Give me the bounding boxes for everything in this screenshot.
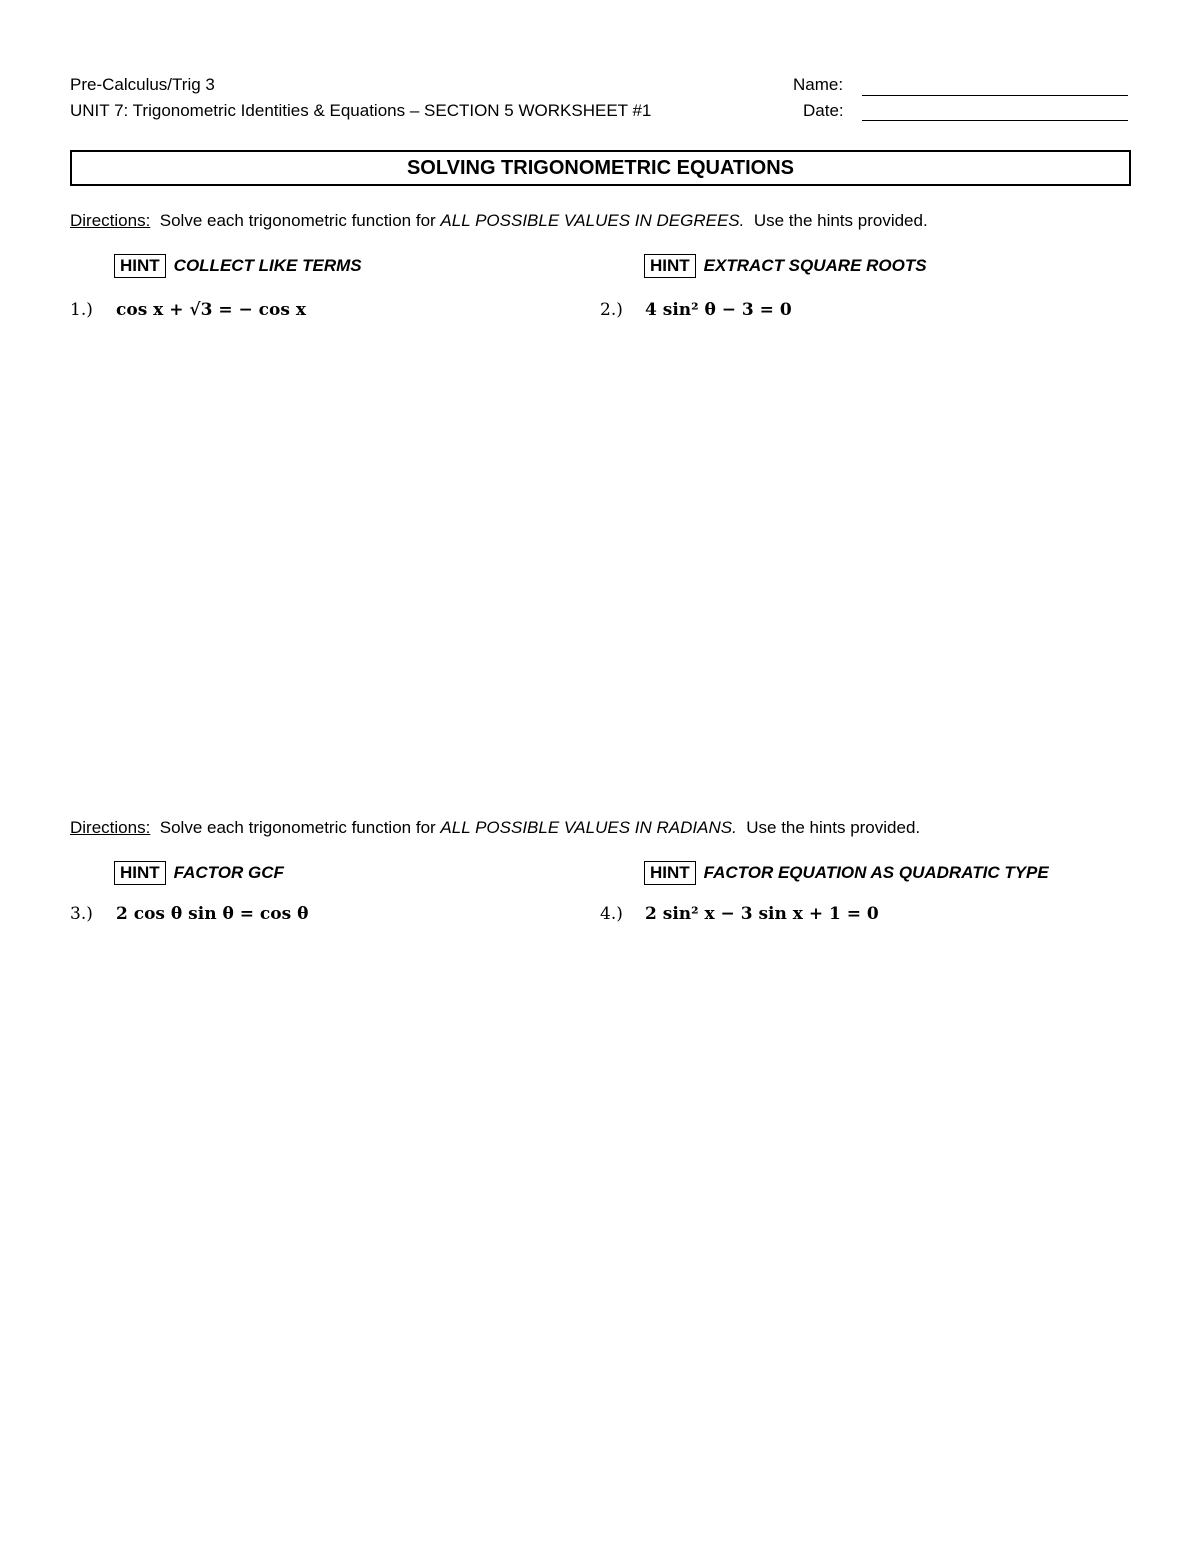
equation-4: 2 sin² x − 3 sin x + 1 = 0: [645, 904, 879, 924]
hint-text: COLLECT LIKE TERMS: [173, 256, 362, 275]
hint-text: FACTOR GCF: [173, 863, 284, 882]
equation-2: 4 sin² θ − 3 = 0: [645, 300, 792, 320]
hint-problem-4: [644, 861, 1049, 885]
worksheet-title-text: SOLVING TRIGONOMETRIC EQUATIONS: [406, 156, 795, 179]
directions-degrees: [70, 211, 928, 231]
directions-radians: [70, 818, 920, 838]
problem-number-4: 4.): [600, 904, 623, 924]
hint-problem-2: [644, 254, 927, 278]
hint-problem-3: [114, 861, 284, 885]
problem-number-3: 3.): [70, 904, 93, 924]
hint-text: EXTRACT SQUARE ROOTS: [703, 256, 927, 275]
unit-title: UNIT 7: Trigonometric Identities & Equations – SECTION 5 WORKSHEET #1: [70, 101, 652, 120]
hint-text: FACTOR EQUATION AS QUADRATIC TYPE: [703, 863, 1049, 882]
directions-label: Directions:: [70, 211, 151, 230]
equation-3: 2 cos θ sin θ = cos θ: [116, 904, 309, 924]
hint-badge: HINT: [644, 254, 696, 278]
directions-hint-note: Use the hints provided.: [746, 818, 921, 837]
directions-text: Solve each trigonometric function for: [159, 211, 441, 230]
directions-text: Solve each trigonometric function for: [159, 818, 441, 837]
name-field[interactable]: [862, 95, 1128, 96]
directions-emphasis: ALL POSSIBLE VALUES IN RADIANS.: [440, 818, 737, 837]
hint-badge: HINT: [644, 861, 696, 885]
worksheet-title: [70, 150, 1131, 186]
course-title: Pre-Calculus/Trig 3: [70, 75, 215, 94]
name-label: Name:: [793, 75, 844, 94]
date-field[interactable]: [862, 120, 1128, 121]
directions-hint-note: Use the hints provided.: [753, 211, 928, 230]
problem-number-2: 2.): [600, 300, 623, 320]
directions-label: Directions:: [70, 818, 151, 837]
directions-emphasis: ALL POSSIBLE VALUES IN DEGREES.: [440, 211, 745, 230]
hint-problem-1: [114, 254, 362, 278]
problem-number-1: 1.): [70, 300, 93, 320]
equation-1: cos x + √3 = − cos x: [116, 300, 306, 320]
hint-badge: HINT: [114, 254, 166, 278]
date-label: Date:: [803, 101, 844, 120]
hint-badge: HINT: [114, 861, 166, 885]
